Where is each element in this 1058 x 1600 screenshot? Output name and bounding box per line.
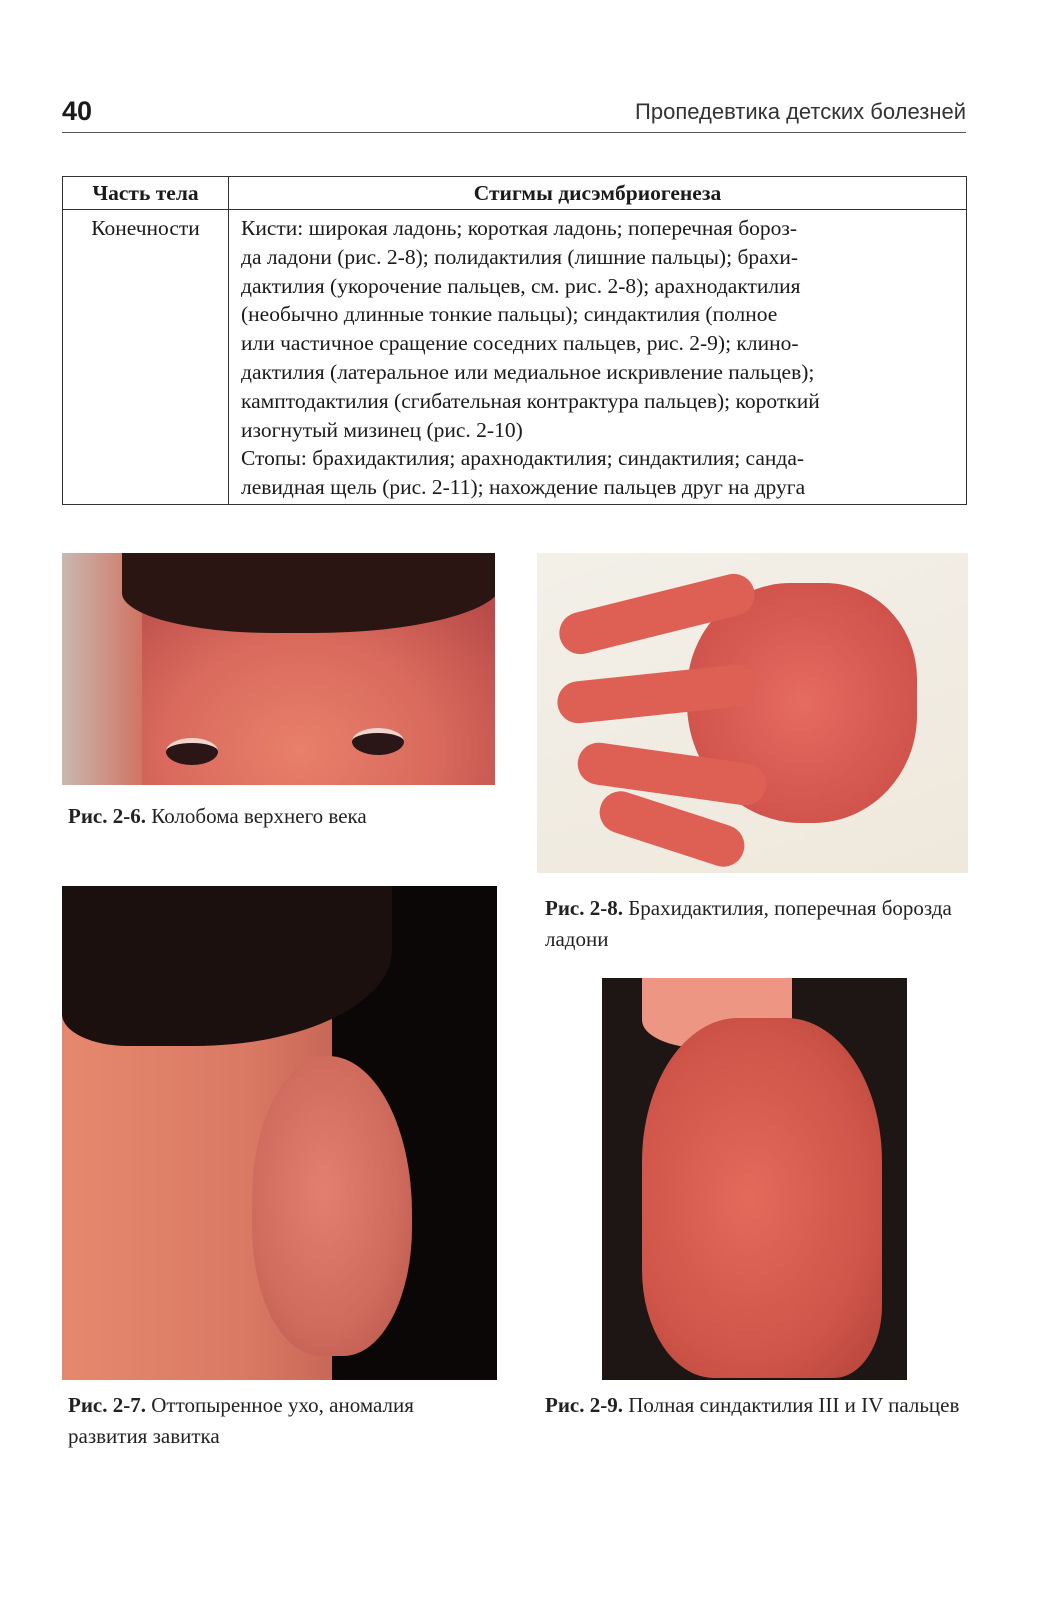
photo-hair — [62, 886, 392, 1046]
figure-2-8-photo — [537, 553, 968, 873]
text-line: Стопы: брахидактилия; арахнодактилия; синдактилия; санда- — [241, 446, 805, 471]
table-cell-stigmata — [229, 210, 967, 505]
photo-eye-right — [352, 728, 404, 755]
page-number: 40 — [62, 96, 93, 126]
header-rule — [62, 132, 966, 133]
text-line: левидная щель (рис. 2-11); нахождение пальцев друг на друга — [241, 475, 806, 500]
figure-2-9-caption — [545, 1390, 970, 1421]
running-title: Пропедевтика детских болезней — [635, 99, 966, 124]
figure-label: Рис. 2-7. — [68, 1393, 146, 1417]
figure-caption-text: Полная синдактилия III и IV пальцев — [623, 1393, 960, 1417]
text-line: камптодактилия (сгибательная контрактура пальцев); короткий — [241, 388, 820, 413]
figure-2-8-caption — [545, 893, 970, 955]
photo-eye-left — [166, 738, 218, 765]
photo-ear — [252, 1056, 412, 1356]
figure-caption-text: Оттопыренное ухо, аномалия развития завитка — [68, 1393, 414, 1448]
table-header-row — [63, 177, 967, 210]
photo-hand — [642, 1018, 882, 1378]
text-line: дактилия (укорочение пальцев, см. рис. 2-8); арахнодактилия — [241, 273, 801, 298]
figure-2-7-photo — [62, 886, 497, 1380]
column-header-body-part: Часть тела — [63, 177, 229, 210]
figure-2-6-photo — [62, 553, 495, 785]
photo-hair — [122, 553, 495, 633]
text-line: (необычно длинные тонкие пальцы); синдактилия (полное — [241, 302, 778, 327]
figure-2-6-caption — [68, 801, 367, 832]
column-header-stigmata: Стигмы дисэмбриогенеза — [229, 177, 967, 210]
text-line: или частичное сращение соседних пальцев, рис. 2-9); клино- — [241, 331, 799, 356]
figure-label: Рис. 2-6. — [68, 804, 146, 828]
table-cell-body-part: Конечности — [63, 210, 229, 505]
text-line: Кисти: широкая ладонь; короткая ладонь; поперечная бороз- — [241, 216, 798, 240]
figure-2-9-photo — [602, 978, 907, 1380]
figure-label: Рис. 2-8. — [545, 896, 623, 920]
figure-caption-text: Брахидактилия, поперечная борозда ладони — [545, 896, 952, 951]
figure-2-7-caption — [68, 1390, 498, 1452]
text-line: изогнутый мизинец (рис. 2-10) — [241, 417, 523, 442]
text-line: дактилия (латеральное или медиальное искривление пальцев); — [241, 359, 815, 384]
text-line: да ладони (рис. 2-8); полидактилия (лишние пальцы); брахи- — [241, 244, 799, 269]
table-row — [63, 210, 967, 505]
figure-label: Рис. 2-9. — [545, 1393, 623, 1417]
figure-caption-text: Колобома верхнего века — [146, 804, 367, 828]
stigmata-table — [62, 176, 967, 505]
